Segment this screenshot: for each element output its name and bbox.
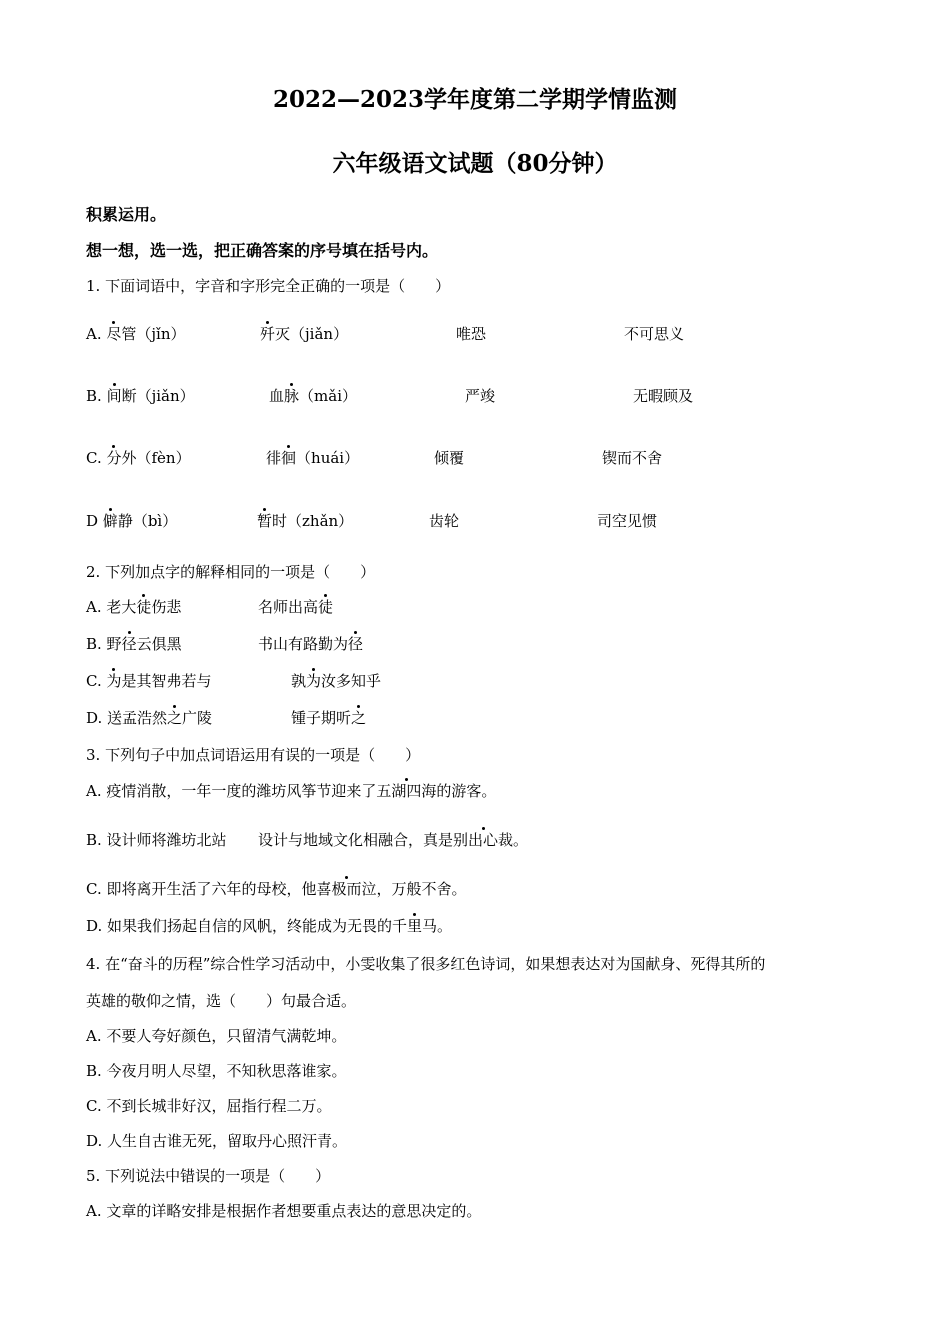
emphasis-dot-char: 为: [306, 672, 322, 690]
emphasis-dot-char: 僻: [102, 512, 118, 530]
text-segment: 管（jǐn）: [121, 325, 186, 343]
emphasis-dot-char: 径: [121, 635, 137, 653]
text-segment: 。: [513, 831, 529, 849]
emphasis-dot-char: 为: [106, 672, 122, 690]
emphasis-dot-char: 尽: [106, 325, 122, 343]
q2-option-b-right: [258, 634, 363, 654]
emphasis-dot-char: 徒: [136, 598, 152, 616]
q2-option-c-right: [291, 671, 381, 691]
q2-option-c-left: [86, 671, 212, 691]
text-segment: D. 如果我们扬起自信的风帆，终能成为无畏的: [86, 917, 393, 935]
text-segment: 是其智弗若与: [121, 672, 212, 690]
q5-option-a: A. 文章的详略安排是根据作者想要重点表达的意思决定的。: [86, 1202, 482, 1220]
q1-option-a-word2: [260, 324, 348, 344]
emphasis-dot-char: 间: [106, 387, 122, 405]
q1-option-c: [86, 448, 191, 468]
text-segment: 外（fèn）: [121, 449, 191, 467]
text-segment: 徘: [266, 449, 282, 467]
text-segment: B. 野: [86, 635, 122, 653]
emphasis-dot-char: 径: [348, 635, 364, 653]
q3-option-b-part2: [258, 830, 528, 850]
q1-option-b-word4: 无暇顾及: [633, 387, 694, 405]
exam-title: 2022—2023学年度第二学期学情监测: [272, 86, 678, 113]
q4-option-a: A. 不要人夸好颜色，只留清气满乾坤。: [86, 1027, 347, 1045]
text-segment: 汝多知乎: [321, 672, 382, 690]
q1-option-a: [86, 324, 186, 344]
text-segment: 血: [269, 387, 285, 405]
question-4-stem-line1: 4. 在“奋斗的历程”综合性学习活动中，小雯收集了很多红色诗词，如果想表达对为国献身、死得其所的: [86, 955, 766, 973]
text-segment: 的游客。: [436, 782, 497, 800]
text-segment: 书山有路勤为: [258, 635, 349, 653]
q1-option-b-word3: 严竣: [465, 387, 496, 405]
q2-option-d-left: [86, 708, 212, 728]
q1-option-c-word2: [266, 448, 359, 468]
text-segment: 灭（jiǎn）: [275, 325, 349, 343]
emphasis-dot-char: 别出心裁: [453, 831, 514, 849]
text-segment: 锺子期听: [291, 709, 352, 727]
text-segment: C.: [86, 672, 107, 690]
text-segment: 断（jiǎn）: [121, 387, 195, 405]
q4-option-c: C. 不到长城非好汉，屈指行程二万。: [86, 1097, 332, 1115]
q1-option-b: [86, 386, 195, 406]
text-segment: A. 疫情消散，一年一度的潍坊风筝节迎来了: [86, 782, 377, 800]
text-segment: 时（zhǎn）: [272, 512, 354, 530]
question-5-stem: 5. 下列说法中错误的一项是（ ）: [86, 1167, 331, 1185]
q2-option-a-left: [86, 597, 181, 617]
emphasis-dot-char: 歼: [260, 325, 276, 343]
exam-subtitle: 六年级语文试题（80分钟）: [332, 150, 618, 177]
text-segment: 。: [437, 917, 453, 935]
text-segment: 名师出高: [258, 598, 319, 616]
question-2-stem: 2. 下列加点字的解释相同的一项是（ ）: [86, 563, 376, 581]
q1-option-c-word3: 倾覆: [434, 449, 465, 467]
emphasis-dot-char: 暂: [257, 512, 273, 530]
emphasis-dot-char: 脉: [284, 387, 300, 405]
q2-option-b-left: [86, 634, 182, 654]
question-1-stem: 1. 下面词语中，字音和字形完全正确的一项是（ ）: [86, 277, 451, 295]
text-segment: （mǎi）: [299, 387, 357, 405]
q1-option-d-word2: [257, 511, 353, 531]
q3-option-c: [86, 879, 467, 899]
emphasis-dot-char: 之: [167, 709, 183, 727]
text-segment: C.: [86, 449, 107, 467]
emphasis-dot-char: 之: [351, 709, 367, 727]
text-segment: 设计与地域文化相融合，真是: [258, 831, 454, 849]
q4-option-b: B. 今夜月明人尽望，不知秋思落谁家。: [86, 1062, 347, 1080]
text-segment: 伤悲: [151, 598, 182, 616]
instruction: 想一想，选一选，把正确答案的序号填在括号内。: [86, 241, 439, 260]
text-segment: 广陵: [182, 709, 213, 727]
emphasis-dot-char: 分: [106, 449, 122, 467]
q2-option-a-right: [258, 597, 333, 617]
q1-option-a-word3: 唯恐: [456, 325, 487, 343]
text-segment: C. 即将离开生活了六年的母校，他: [86, 880, 317, 898]
q1-option-d-word3: 齿轮: [429, 512, 460, 530]
question-3-stem: 3. 下列句子中加点词语运用有误的一项是（ ）: [86, 746, 421, 764]
q3-option-b-part1: B. 设计师将潍坊北站: [86, 831, 227, 849]
emphasis-dot-char: 徊: [281, 449, 297, 467]
emphasis-dot-char: 喜极而泣: [316, 880, 377, 898]
text-segment: ，万般不舍。: [376, 880, 467, 898]
text-segment: D: [86, 512, 103, 530]
text-segment: 云俱黑: [136, 635, 182, 653]
text-segment: D. 送孟浩然: [86, 709, 168, 727]
q4-option-d: D. 人生自古谁无死，留取丹心照汗青。: [86, 1132, 348, 1150]
q3-option-a: [86, 781, 496, 801]
q1-option-b-word2: [269, 386, 357, 406]
q1-option-d-word4: 司空见惯: [597, 512, 658, 530]
q2-option-d-right: [291, 708, 366, 728]
q1-option-c-word4: 锲而不舍: [602, 449, 663, 467]
text-segment: 孰: [291, 672, 307, 690]
text-segment: （huái）: [296, 449, 360, 467]
text-segment: B.: [86, 387, 107, 405]
emphasis-dot-char: 千里马: [392, 917, 438, 935]
emphasis-dot-char: 徒: [318, 598, 334, 616]
text-segment: 静（bì）: [117, 512, 178, 530]
emphasis-dot-char: 五湖四海: [376, 782, 437, 800]
q3-option-d: [86, 916, 452, 936]
section-heading: 积累运用。: [86, 205, 167, 224]
q1-option-a-word4: 不可思义: [624, 325, 685, 343]
text-segment: A. 老大: [86, 598, 137, 616]
question-4-stem-line2: 英雄的敬仰之情，选（ ）句最合适。: [86, 992, 357, 1010]
q1-option-d: [86, 511, 177, 531]
text-segment: A.: [86, 325, 107, 343]
